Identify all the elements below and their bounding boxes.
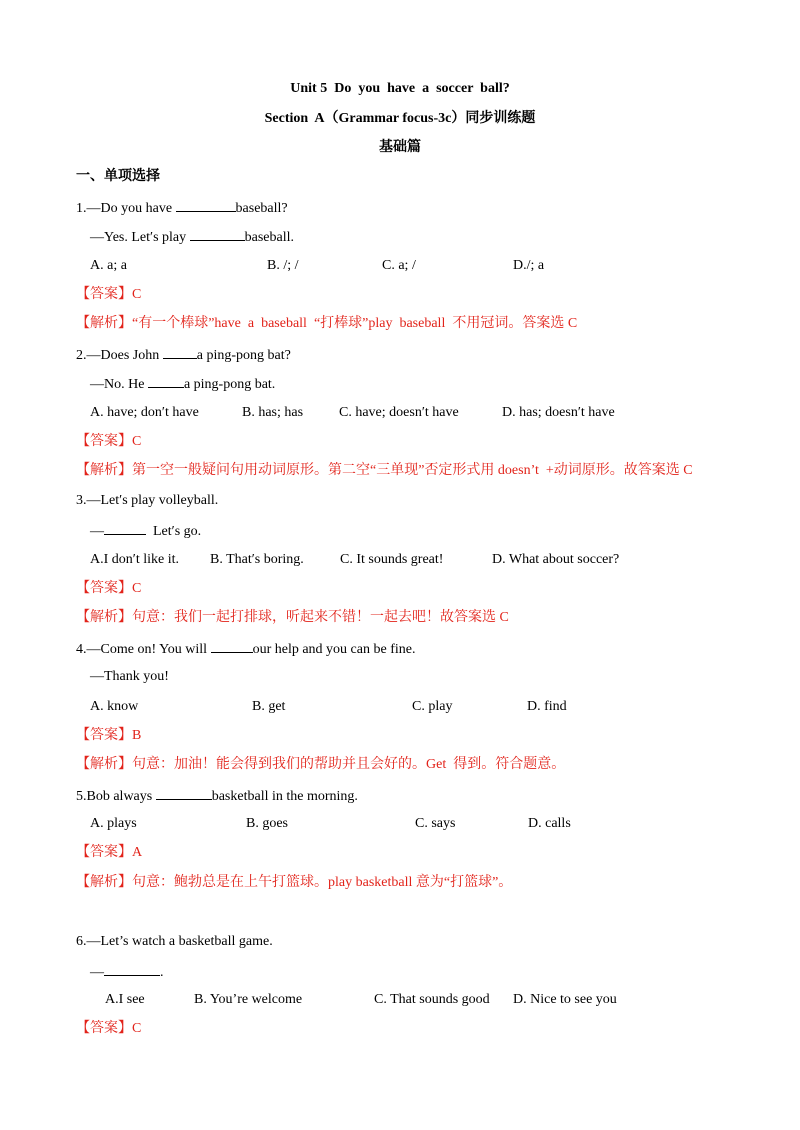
option: A. have; don′t have bbox=[90, 405, 199, 420]
analysis: 【解析】“有一个棒球”have a baseball “打棒球”play baseball 不用冠词。答案选 C bbox=[76, 316, 578, 331]
analysis: 【解析】句意：鲍勃总是在上午打篮球。play basketball 意为“打篮球”。 bbox=[76, 875, 513, 890]
option: A. know bbox=[90, 699, 139, 714]
answer: 【答案】C bbox=[76, 581, 142, 596]
option: B. That′s boring. bbox=[210, 552, 304, 567]
answer: 【答案】A bbox=[76, 845, 143, 860]
option: C. says bbox=[415, 816, 456, 831]
option: C. have; doesn′t have bbox=[339, 405, 459, 420]
question-4-line-2: —Thank you! bbox=[90, 669, 169, 684]
analysis: 【解析】句意：我们一起打排球，听起来不错！一起去吧！故答案选 C bbox=[76, 610, 509, 625]
question-1-line-1: 1.—Do you have baseball? bbox=[76, 198, 288, 218]
option: A.I don′t like it. bbox=[90, 552, 179, 567]
option: B. goes bbox=[246, 816, 288, 831]
question-2-line-2: —No. He a ping-pong bat. bbox=[90, 374, 275, 394]
option: D./; a bbox=[513, 258, 545, 273]
blank bbox=[104, 521, 146, 535]
question-3-line-2: — Let′s go. bbox=[90, 521, 201, 541]
option: C. That sounds good bbox=[374, 992, 490, 1007]
blank bbox=[211, 639, 253, 653]
answer: 【答案】C bbox=[76, 287, 142, 302]
question-3-line-1: 3.—Let′s play volleyball. bbox=[76, 493, 219, 508]
option: B. has; has bbox=[242, 405, 304, 420]
blank bbox=[190, 227, 245, 241]
option: D. What about soccer? bbox=[492, 552, 620, 567]
option: C. a; / bbox=[382, 258, 416, 273]
answer: 【答案】B bbox=[76, 728, 142, 743]
option: C. play bbox=[412, 699, 453, 714]
option: D. has; doesn′t have bbox=[502, 405, 615, 420]
answer: 【答案】C bbox=[76, 434, 142, 449]
option: D. Nice to see you bbox=[513, 992, 617, 1007]
question-2-line-1: 2.—Does John a ping-pong bat? bbox=[76, 345, 291, 365]
option: D. calls bbox=[528, 816, 571, 831]
option: B. get bbox=[252, 699, 286, 714]
option: C. It sounds great! bbox=[340, 552, 444, 567]
analysis: 【解析】第一空一般疑问句用动词原形。第二空“三单现”否定形式用 doesn’t +动词原形。故答案选 C bbox=[76, 463, 693, 478]
document-subtitle: Section A（Grammar focus-3c）同步训练题 bbox=[264, 111, 536, 126]
option: A.I see bbox=[105, 992, 145, 1007]
option: D. find bbox=[527, 699, 567, 714]
blank bbox=[156, 786, 212, 800]
option: B. /; / bbox=[267, 258, 299, 273]
blank bbox=[104, 962, 160, 976]
question-5-line-1: 5.Bob always basketball in the morning. bbox=[76, 786, 358, 806]
section-heading: 一、单项选择 bbox=[76, 169, 160, 184]
blank bbox=[176, 198, 236, 212]
question-1-line-2: —Yes. Let′s play baseball. bbox=[90, 227, 294, 247]
blank bbox=[148, 374, 184, 388]
analysis: 【解析】句意：加油！能会得到我们的帮助并且会好的。Get 得到。符合题意。 bbox=[76, 757, 566, 772]
document-title: Unit 5 Do you have a soccer ball? bbox=[290, 81, 510, 96]
option: A. a; a bbox=[90, 258, 127, 273]
answer: 【答案】C bbox=[76, 1021, 142, 1036]
question-4-line-1: 4.—Come on! You will our help and you can be fine. bbox=[76, 639, 415, 659]
document-level: 基础篇 bbox=[379, 140, 421, 155]
question-6-line-2: — . bbox=[90, 962, 164, 982]
question-6-line-1: 6.—Let’s watch a basketball game. bbox=[76, 934, 273, 949]
option: B. You’re welcome bbox=[194, 992, 303, 1007]
option: A. plays bbox=[90, 816, 137, 831]
blank bbox=[163, 345, 197, 359]
